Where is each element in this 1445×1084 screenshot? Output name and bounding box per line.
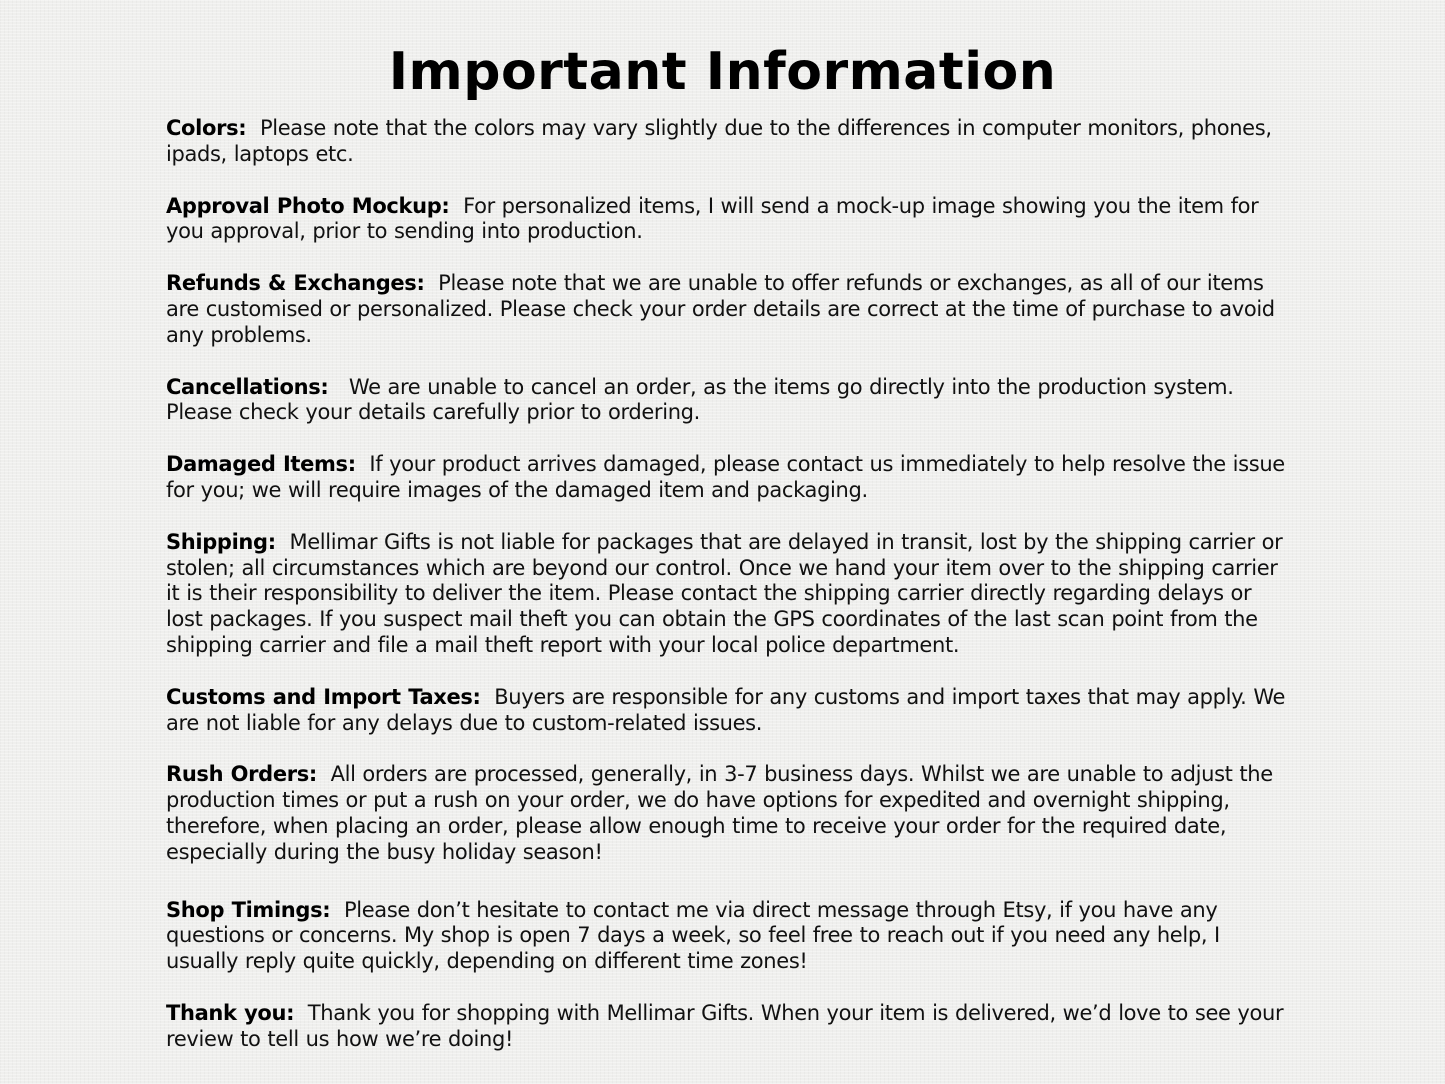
section-text: For personalized items, I will send a mock-up image showing you the item for you approval, prior to sending into production.	[166, 193, 1259, 244]
section-text: If your product arrives damaged, please contact us immediately to help resolve the issue for you; we will require images of the damaged item and packaging.	[166, 452, 1285, 502]
section-text: Buyers are responsible for any customs and import taxes that may apply. We are not liable for any delays due to custom-related issues.	[166, 684, 1286, 735]
info-sections	[166, 95, 1286, 1079]
section-label: Rush Orders:	[166, 762, 317, 787]
section-refunds-exchanges	[166, 271, 1286, 348]
section-text: Please note that the colors may vary slightly due to the differences in computer monitors, phones, ipads, laptops etc.	[166, 116, 1272, 166]
section-rush-orders	[166, 762, 1286, 865]
section-cancellations	[166, 375, 1286, 427]
section-label: Shipping:	[166, 529, 276, 554]
section-label: Damaged Items:	[166, 452, 356, 477]
section-text: We are unable to cancel an order, as the items go directly into the production system. Please check your details carefully prior to ordering.	[166, 374, 1234, 425]
section-label: Approval Photo Mockup:	[166, 193, 450, 218]
section-label: Colors:	[166, 116, 247, 140]
section-label: Customs and Import Taxes:	[166, 684, 481, 709]
section-text: All orders are processed, generally, in 3-7 business days. Whilst we are unable to adjust the production times or put a rush on your order, we do have options for expedited and overnight shipping, therefore, when placing an order, please allow enough time to receive your order for the required date, especially during the busy holiday season!	[166, 762, 1273, 864]
section-approval-photo-mockup	[166, 194, 1286, 246]
section-shop-timings	[166, 898, 1286, 975]
section-label: Cancellations:	[166, 374, 329, 399]
section-text: Thank you for shopping with Mellimar Gifts. When your item is delivered, we’d love to see your review to tell us how we’re doing!	[166, 1000, 1284, 1051]
section-label: Refunds & Exchanges:	[166, 271, 425, 296]
section-shipping	[166, 530, 1286, 659]
section-customs-import-taxes	[166, 685, 1286, 737]
page-title: Important Information	[388, 41, 1057, 102]
section-thank-you	[166, 1001, 1286, 1053]
section-text: Mellimar Gifts is not liable for packages that are delayed in transit, lost by the shipping carrier or stolen; all circumstances which are beyond our control. Once we hand your item over to the shipping carrier it is their responsibility to deliver the item. Please contact the shipping carrier directly regarding delays or lost packages. If you suspect mail theft you can obtain the GPS coordinates of the last scan point from the shipping carrier and file a mail theft report with your local police department.	[166, 529, 1283, 657]
section-damaged-items	[166, 452, 1286, 504]
section-text: Please note that we are unable to offer refunds or exchanges, as all of our items are customised or personalized. Please check your order details are correct at the time of purchase to avoid any problems.	[166, 271, 1275, 347]
section-colors	[166, 116, 1286, 168]
section-label: Thank you:	[166, 1000, 295, 1025]
section-text: Please don’t hesitate to contact me via direct message through Etsy, if you have any questions or concerns. My shop is open 7 days a week, so feel free to reach out if you need any help, I usually reply quite quickly, depending on different time zones!	[166, 897, 1220, 974]
section-label: Shop Timings:	[166, 897, 331, 922]
